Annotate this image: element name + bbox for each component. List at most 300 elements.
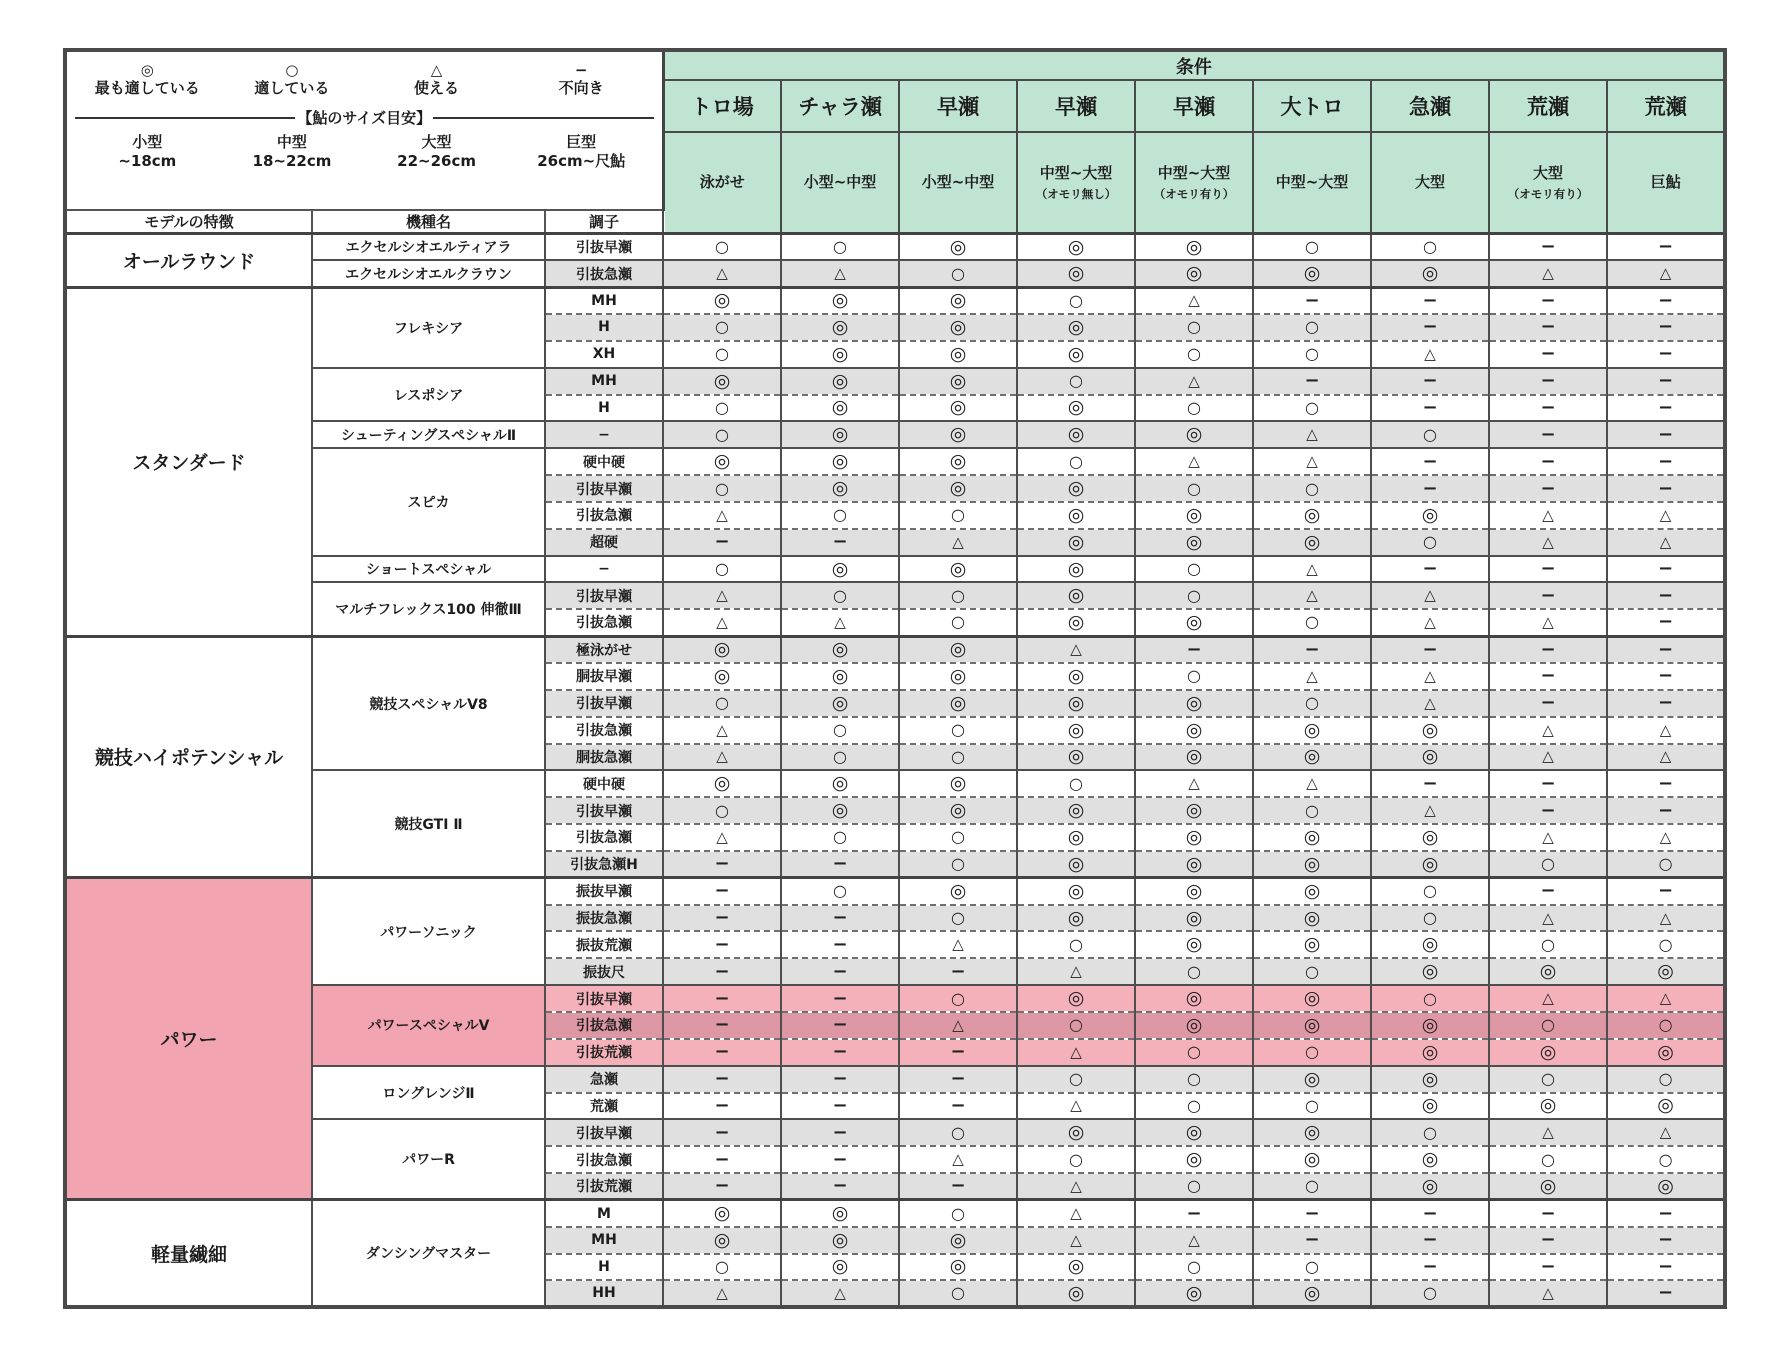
rating-cell: △ bbox=[663, 1280, 781, 1307]
rating-cell: ◎ bbox=[1017, 905, 1135, 932]
action-cell: 振抜荒瀬 bbox=[545, 931, 663, 958]
rating-cell: ◎ bbox=[1017, 582, 1135, 609]
rating-cell: − bbox=[1607, 636, 1725, 663]
condition-size-0 bbox=[663, 132, 781, 234]
rating-cell: ◎ bbox=[1135, 985, 1253, 1012]
rating-cell: △ bbox=[1371, 341, 1489, 368]
rating-cell: ◎ bbox=[663, 368, 781, 395]
rating-cell: − bbox=[1135, 636, 1253, 663]
rating-cell: − bbox=[663, 851, 781, 878]
legend-label: 適している bbox=[254, 78, 330, 97]
rating-cell: ○ bbox=[1489, 1066, 1607, 1093]
rating-cell: − bbox=[663, 905, 781, 932]
weight-note: （オモリ無し） bbox=[1035, 186, 1117, 201]
rating-cell: − bbox=[1371, 475, 1489, 502]
rating-cell: ◎ bbox=[781, 287, 899, 314]
table-row bbox=[65, 985, 1725, 1012]
legend-item bbox=[220, 62, 365, 98]
rating-cell: ○ bbox=[899, 502, 1017, 529]
action-cell: XH bbox=[545, 341, 663, 368]
rating-cell: − bbox=[1607, 797, 1725, 824]
condition-header-7: 荒瀬 bbox=[1489, 80, 1607, 132]
rating-cell: ○ bbox=[663, 234, 781, 261]
rating-cell: ○ bbox=[781, 234, 899, 261]
model-name-cell: パワーR bbox=[312, 1119, 545, 1200]
rating-cell: △ bbox=[663, 582, 781, 609]
rating-cell: − bbox=[663, 1039, 781, 1066]
rating-cell: △ bbox=[1607, 744, 1725, 771]
model-name-cell: ロングレンジⅡ bbox=[312, 1066, 545, 1120]
rating-cell: ◎ bbox=[899, 690, 1017, 717]
rating-cell: ◎ bbox=[899, 1254, 1017, 1281]
condition-size-1 bbox=[781, 132, 899, 234]
rating-cell: ◎ bbox=[1489, 1093, 1607, 1120]
rating-cell: ◎ bbox=[1253, 744, 1371, 771]
rating-cell: − bbox=[663, 1066, 781, 1093]
rating-cell: △ bbox=[1253, 556, 1371, 583]
rating-cell: △ bbox=[1253, 663, 1371, 690]
rating-cell: ◎ bbox=[899, 234, 1017, 261]
rating-cell: ◎ bbox=[1371, 1093, 1489, 1120]
rating-cell: ○ bbox=[1135, 395, 1253, 422]
rating-cell: △ bbox=[1017, 958, 1135, 985]
rating-cell: △ bbox=[899, 1012, 1017, 1039]
action-cell: HH bbox=[545, 1280, 663, 1307]
rating-cell: ◎ bbox=[1371, 851, 1489, 878]
condition-header-0: トロ場 bbox=[663, 80, 781, 132]
rating-cell: ○ bbox=[1253, 958, 1371, 985]
action-cell: 引抜急瀬 bbox=[545, 1146, 663, 1173]
category-cell: スタンダード bbox=[65, 287, 312, 636]
rating-cell: − bbox=[1371, 770, 1489, 797]
col-model-name-header: 機種名 bbox=[312, 210, 545, 234]
rating-cell: ○ bbox=[1607, 1146, 1725, 1173]
target-size-label: 大型 bbox=[1533, 164, 1564, 182]
rating-cell: △ bbox=[899, 1146, 1017, 1173]
rating-cell: ◎ bbox=[1371, 502, 1489, 529]
action-cell: 引抜早瀬 bbox=[545, 1119, 663, 1146]
rating-cell: ○ bbox=[781, 878, 899, 905]
rating-cell: ○ bbox=[663, 341, 781, 368]
rating-cell: ○ bbox=[781, 824, 899, 851]
action-cell: 振抜尺 bbox=[545, 958, 663, 985]
rating-cell: △ bbox=[663, 744, 781, 771]
rating-cell: ◎ bbox=[781, 770, 899, 797]
condition-header-1: チャラ瀬 bbox=[781, 80, 899, 132]
legend-label: 使える bbox=[414, 78, 460, 97]
rating-cell: ◎ bbox=[1371, 824, 1489, 851]
rating-cell: − bbox=[1607, 1227, 1725, 1254]
rating-cell: − bbox=[1489, 636, 1607, 663]
rating-cell: − bbox=[1371, 314, 1489, 341]
rating-cell: − bbox=[1489, 878, 1607, 905]
rating-cell: ◎ bbox=[1253, 260, 1371, 287]
rating-cell: ○ bbox=[1253, 341, 1371, 368]
rating-cell: − bbox=[1607, 1254, 1725, 1281]
action-cell: − bbox=[545, 556, 663, 583]
rating-cell: − bbox=[1607, 395, 1725, 422]
rod-compatibility-table bbox=[63, 48, 1727, 1309]
rating-cell: ◎ bbox=[1017, 234, 1135, 261]
rating-cell: △ bbox=[663, 717, 781, 744]
rating-cell: △ bbox=[781, 1280, 899, 1307]
rating-cell: ◎ bbox=[1607, 1173, 1725, 1200]
rating-cell: ◎ bbox=[1253, 529, 1371, 556]
rating-cell: ◎ bbox=[899, 448, 1017, 475]
rating-cell: ○ bbox=[1607, 1012, 1725, 1039]
rating-cell: ◎ bbox=[1017, 985, 1135, 1012]
action-cell: 硬中硬 bbox=[545, 770, 663, 797]
rating-cell: ◎ bbox=[1017, 475, 1135, 502]
model-name-cell: レスポシア bbox=[312, 368, 545, 422]
rating-cell: ◎ bbox=[1017, 529, 1135, 556]
rating-cell: − bbox=[1489, 770, 1607, 797]
best-symbol: ◎ bbox=[140, 61, 154, 79]
action-cell: 極泳がせ bbox=[545, 636, 663, 663]
rating-cell: ◎ bbox=[1371, 1173, 1489, 1200]
rating-cell: ◎ bbox=[1017, 556, 1135, 583]
rating-cell: ○ bbox=[1607, 851, 1725, 878]
rating-cell: ○ bbox=[1489, 931, 1607, 958]
legend-symbols-row bbox=[75, 62, 654, 98]
action-cell: 引抜早瀬 bbox=[545, 985, 663, 1012]
condition-size-8 bbox=[1607, 132, 1725, 234]
rating-cell: − bbox=[663, 529, 781, 556]
rating-cell: ○ bbox=[663, 395, 781, 422]
rating-cell: ○ bbox=[781, 582, 899, 609]
rating-cell: ◎ bbox=[1371, 1039, 1489, 1066]
rating-cell: ○ bbox=[1253, 609, 1371, 636]
rating-cell: − bbox=[1489, 368, 1607, 395]
rating-cell: ○ bbox=[899, 582, 1017, 609]
rating-cell: ◎ bbox=[1017, 690, 1135, 717]
action-cell: M bbox=[545, 1200, 663, 1227]
rating-cell: ○ bbox=[1489, 851, 1607, 878]
rating-cell: − bbox=[663, 958, 781, 985]
model-name-cell: マルチフレックス100 伸徹Ⅲ bbox=[312, 582, 545, 636]
rating-cell: − bbox=[1489, 314, 1607, 341]
action-cell: H bbox=[545, 314, 663, 341]
action-cell: 振抜急瀬 bbox=[545, 905, 663, 932]
rating-cell: ◎ bbox=[781, 314, 899, 341]
rating-cell: ◎ bbox=[781, 797, 899, 824]
rating-cell: ○ bbox=[1371, 1119, 1489, 1146]
size-guide-item: 小型 ~18cm bbox=[118, 133, 177, 171]
rating-cell: △ bbox=[1607, 824, 1725, 851]
model-name-cell: シューティングスペシャルⅡ bbox=[312, 421, 545, 448]
rating-cell: − bbox=[1489, 287, 1607, 314]
rating-cell: ◎ bbox=[663, 663, 781, 690]
rating-cell: △ bbox=[1135, 1227, 1253, 1254]
rating-cell: − bbox=[1489, 341, 1607, 368]
rating-cell: − bbox=[1253, 368, 1371, 395]
rating-cell: − bbox=[1489, 1200, 1607, 1227]
rating-cell: − bbox=[781, 958, 899, 985]
action-cell: 引抜早瀬 bbox=[545, 582, 663, 609]
rating-cell: − bbox=[1371, 1227, 1489, 1254]
rating-cell: ◎ bbox=[781, 475, 899, 502]
condition-size-2 bbox=[899, 132, 1017, 234]
target-size-label: 中型~大型 bbox=[1039, 164, 1113, 182]
rating-cell: ○ bbox=[899, 1119, 1017, 1146]
table-row bbox=[65, 878, 1725, 905]
rating-cell: − bbox=[1371, 556, 1489, 583]
model-name-cell: エクセルシオエルクラウン bbox=[312, 260, 545, 287]
action-cell: 引抜荒瀬 bbox=[545, 1039, 663, 1066]
rating-cell: ◎ bbox=[899, 341, 1017, 368]
rating-cell: ○ bbox=[1017, 368, 1135, 395]
action-cell: MH bbox=[545, 368, 663, 395]
table-row bbox=[65, 1119, 1725, 1146]
rating-cell: ○ bbox=[899, 1280, 1017, 1307]
rating-cell: ◎ bbox=[663, 1227, 781, 1254]
rating-cell: ◎ bbox=[1135, 744, 1253, 771]
rating-cell: ◎ bbox=[1017, 851, 1135, 878]
rating-cell: ◎ bbox=[1253, 905, 1371, 932]
legend-item bbox=[364, 62, 509, 98]
rating-cell: △ bbox=[1135, 287, 1253, 314]
rating-cell: ◎ bbox=[899, 770, 1017, 797]
rating-cell: ◎ bbox=[1017, 717, 1135, 744]
rating-cell: ◎ bbox=[899, 314, 1017, 341]
table-row bbox=[65, 582, 1725, 609]
usable-symbol: △ bbox=[430, 61, 443, 79]
rating-cell: ◎ bbox=[1135, 260, 1253, 287]
action-cell: 引抜急瀬 bbox=[545, 260, 663, 287]
rating-cell: ○ bbox=[1017, 287, 1135, 314]
rating-cell: △ bbox=[781, 609, 899, 636]
action-cell: 引抜急瀬 bbox=[545, 1012, 663, 1039]
rating-cell: ◎ bbox=[781, 395, 899, 422]
action-cell: 胴抜早瀬 bbox=[545, 663, 663, 690]
rating-cell: ○ bbox=[781, 502, 899, 529]
rating-cell: △ bbox=[1371, 690, 1489, 717]
rating-cell: − bbox=[781, 1093, 899, 1120]
rating-cell: ○ bbox=[1253, 395, 1371, 422]
legend-label: 不向き bbox=[558, 78, 604, 97]
rating-cell: ◎ bbox=[899, 663, 1017, 690]
rating-cell: ○ bbox=[663, 797, 781, 824]
rating-cell: − bbox=[781, 1173, 899, 1200]
rating-cell: − bbox=[1489, 663, 1607, 690]
rating-cell: − bbox=[1607, 663, 1725, 690]
rating-cell: ◎ bbox=[1135, 1146, 1253, 1173]
action-cell: 引抜早瀬 bbox=[545, 475, 663, 502]
rating-cell: ○ bbox=[1253, 690, 1371, 717]
action-cell: 超硬 bbox=[545, 529, 663, 556]
rating-cell: ◎ bbox=[1253, 1146, 1371, 1173]
weight-note: （オモリ有り） bbox=[1507, 186, 1589, 201]
rating-cell: ◎ bbox=[1371, 1012, 1489, 1039]
rating-cell: ○ bbox=[1135, 1039, 1253, 1066]
rating-cell: ○ bbox=[1135, 314, 1253, 341]
rating-cell: ○ bbox=[899, 744, 1017, 771]
rating-cell: ◎ bbox=[781, 556, 899, 583]
rating-cell: − bbox=[1607, 878, 1725, 905]
rating-cell: △ bbox=[1253, 448, 1371, 475]
rating-cell: − bbox=[899, 1039, 1017, 1066]
rating-cell: ○ bbox=[1371, 234, 1489, 261]
rating-cell: ○ bbox=[899, 905, 1017, 932]
action-cell: 引抜急瀬 bbox=[545, 717, 663, 744]
condition-size-3 bbox=[1017, 132, 1135, 234]
rating-cell: ◎ bbox=[899, 475, 1017, 502]
rating-cell: ◎ bbox=[899, 1227, 1017, 1254]
rating-cell: △ bbox=[1253, 770, 1371, 797]
rating-cell: ◎ bbox=[1253, 1012, 1371, 1039]
rating-cell: − bbox=[1489, 690, 1607, 717]
rating-cell: ◎ bbox=[1489, 1173, 1607, 1200]
rating-cell: − bbox=[781, 529, 899, 556]
action-cell: 引抜急瀬H bbox=[545, 851, 663, 878]
table-row bbox=[65, 234, 1725, 261]
action-cell: − bbox=[545, 421, 663, 448]
condition-size-7 bbox=[1489, 132, 1607, 234]
rating-cell: △ bbox=[1135, 368, 1253, 395]
rating-cell: ◎ bbox=[1135, 905, 1253, 932]
rating-cell: ◎ bbox=[1135, 502, 1253, 529]
rating-cell: ◎ bbox=[1371, 931, 1489, 958]
rating-cell: ◎ bbox=[781, 636, 899, 663]
rating-cell: ◎ bbox=[663, 770, 781, 797]
action-cell: 荒瀬 bbox=[545, 1093, 663, 1120]
rating-cell: ◎ bbox=[1135, 797, 1253, 824]
action-cell: MH bbox=[545, 287, 663, 314]
category-cell: オールラウンド bbox=[65, 234, 312, 288]
model-name-cell: パワーソニック bbox=[312, 878, 545, 985]
target-size-label: 小型~中型 bbox=[921, 173, 995, 192]
rating-cell: ◎ bbox=[781, 663, 899, 690]
model-name-cell: 競技GTI Ⅱ bbox=[312, 770, 545, 877]
rating-cell: ◎ bbox=[1607, 1093, 1725, 1120]
rating-cell: ◎ bbox=[1135, 851, 1253, 878]
rating-cell: − bbox=[781, 1066, 899, 1093]
legend-box bbox=[65, 50, 663, 210]
rating-cell: − bbox=[663, 1173, 781, 1200]
rating-cell: ○ bbox=[1017, 931, 1135, 958]
rating-cell: − bbox=[1371, 1200, 1489, 1227]
rating-cell: ◎ bbox=[781, 448, 899, 475]
action-cell: 胴抜急瀬 bbox=[545, 744, 663, 771]
rating-cell: ○ bbox=[1371, 905, 1489, 932]
category-cell: パワー bbox=[65, 878, 312, 1200]
rating-cell: − bbox=[1371, 368, 1489, 395]
rating-cell: ◎ bbox=[663, 636, 781, 663]
rating-cell: − bbox=[1607, 314, 1725, 341]
rating-cell: − bbox=[1371, 448, 1489, 475]
rating-cell: − bbox=[899, 1173, 1017, 1200]
rating-cell: △ bbox=[663, 609, 781, 636]
rating-cell: ◎ bbox=[1135, 1119, 1253, 1146]
rating-cell: ○ bbox=[1253, 797, 1371, 824]
rating-cell: ◎ bbox=[1371, 1066, 1489, 1093]
condition-size-4 bbox=[1135, 132, 1253, 234]
rating-cell: △ bbox=[1489, 905, 1607, 932]
rating-cell: − bbox=[1489, 556, 1607, 583]
condition-size-6 bbox=[1371, 132, 1489, 234]
rating-cell: ◎ bbox=[781, 368, 899, 395]
condition-size-5 bbox=[1253, 132, 1371, 234]
rating-cell: △ bbox=[1607, 502, 1725, 529]
condition-header-2: 早瀬 bbox=[899, 80, 1017, 132]
table-row bbox=[65, 421, 1725, 448]
rating-cell: ◎ bbox=[899, 395, 1017, 422]
rating-cell: ◎ bbox=[1135, 717, 1253, 744]
rating-cell: △ bbox=[1607, 905, 1725, 932]
model-name-cell: ダンシングマスター bbox=[312, 1200, 545, 1307]
rating-cell: △ bbox=[899, 931, 1017, 958]
rating-cell: △ bbox=[1489, 824, 1607, 851]
size-guide-item: 中型 18~22cm bbox=[252, 133, 332, 171]
rating-cell: − bbox=[1489, 421, 1607, 448]
unsuitable-symbol: − bbox=[574, 61, 588, 79]
rating-cell: − bbox=[781, 905, 899, 932]
rating-cell: ○ bbox=[1135, 958, 1253, 985]
size-guide-item: 大型 22~26cm bbox=[397, 133, 476, 171]
rating-cell: − bbox=[1135, 1200, 1253, 1227]
rating-cell: ◎ bbox=[1017, 1119, 1135, 1146]
legend-item bbox=[509, 62, 654, 98]
rating-cell: ◎ bbox=[781, 1254, 899, 1281]
rating-cell: △ bbox=[1253, 582, 1371, 609]
rating-cell: − bbox=[1607, 475, 1725, 502]
rating-cell: − bbox=[1371, 287, 1489, 314]
rating-cell: ◎ bbox=[1135, 690, 1253, 717]
rating-cell: △ bbox=[1607, 260, 1725, 287]
rating-cell: − bbox=[663, 931, 781, 958]
rating-cell: ◎ bbox=[899, 636, 1017, 663]
rating-cell: − bbox=[781, 851, 899, 878]
condition-header-6: 急瀬 bbox=[1371, 80, 1489, 132]
rating-cell: ◎ bbox=[1489, 1039, 1607, 1066]
good-symbol: ○ bbox=[285, 61, 299, 79]
size-guide-title: 【鮎のサイズ目安】 bbox=[297, 109, 432, 127]
condition-header-3: 早瀬 bbox=[1017, 80, 1135, 132]
rating-cell: ◎ bbox=[899, 368, 1017, 395]
rating-cell: ◎ bbox=[1017, 395, 1135, 422]
action-cell: H bbox=[545, 1254, 663, 1281]
rating-cell: ◎ bbox=[781, 1200, 899, 1227]
rating-cell: ○ bbox=[1253, 1173, 1371, 1200]
rating-cell: ◎ bbox=[1017, 1254, 1135, 1281]
rating-cell: ◎ bbox=[1371, 1146, 1489, 1173]
rating-cell: ◎ bbox=[1135, 878, 1253, 905]
rating-cell: ○ bbox=[899, 985, 1017, 1012]
target-size-label: 大型 bbox=[1415, 173, 1446, 192]
rating-cell: ◎ bbox=[1135, 931, 1253, 958]
rating-cell: − bbox=[1489, 448, 1607, 475]
model-name-cell: フレキシア bbox=[312, 287, 545, 368]
rating-cell: △ bbox=[1607, 1119, 1725, 1146]
rating-cell: ◎ bbox=[899, 287, 1017, 314]
weight-note: （オモリ有り） bbox=[1153, 186, 1235, 201]
rating-cell: ◎ bbox=[663, 287, 781, 314]
rating-cell: △ bbox=[1371, 609, 1489, 636]
action-cell: 引抜早瀬 bbox=[545, 234, 663, 261]
rating-cell: − bbox=[781, 1012, 899, 1039]
rating-cell: △ bbox=[1489, 609, 1607, 636]
rating-cell: ○ bbox=[899, 609, 1017, 636]
rating-cell: ○ bbox=[1135, 1173, 1253, 1200]
rating-cell: ◎ bbox=[1017, 1280, 1135, 1307]
rating-cell: ○ bbox=[1253, 314, 1371, 341]
rating-cell: △ bbox=[1371, 582, 1489, 609]
action-cell: 引抜早瀬 bbox=[545, 690, 663, 717]
rating-cell: ◎ bbox=[1017, 260, 1135, 287]
condition-header-4: 早瀬 bbox=[1135, 80, 1253, 132]
rating-cell: ◎ bbox=[1253, 824, 1371, 851]
rating-cell: ○ bbox=[1371, 421, 1489, 448]
